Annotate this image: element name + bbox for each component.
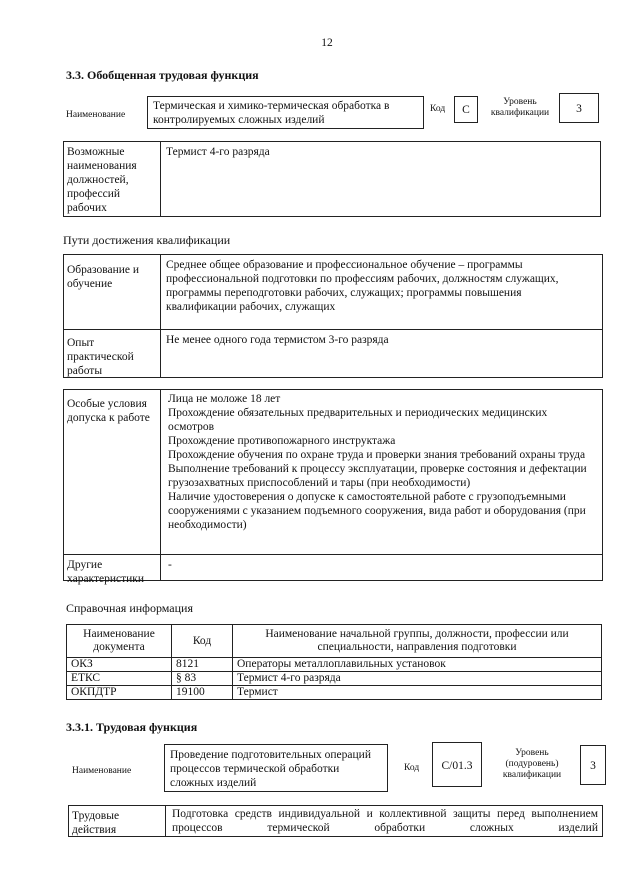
section-heading-3-3-1: 3.3.1. Трудовая функция: [66, 720, 198, 734]
positions-label: Возможные наименования должностей, профессий рабочих: [67, 146, 137, 214]
admission-item: Прохождение обучения по охране труда и проверки знания требований охраны труда: [168, 449, 586, 461]
cell-name: Термист 4-го разряда: [233, 672, 602, 686]
tf-name-label: Наименование: [72, 766, 132, 776]
admission-divider: [160, 389, 161, 581]
table-row: [67, 686, 602, 700]
experience-value: Не менее одного года термистом 3-го разряда: [166, 334, 389, 346]
paths-divider: [160, 254, 161, 378]
cell-code: 19100: [172, 686, 233, 700]
gf-level-label: Уровень квалификации: [490, 97, 550, 118]
paths-row-divider: [63, 329, 603, 330]
tf-level-value: 3: [580, 745, 606, 785]
table-row: [67, 658, 602, 672]
admission-item: Прохождение обязательных предварительных и периодических медицинских осмотров: [168, 407, 548, 433]
tf-code-label: Код: [404, 763, 420, 773]
admission-item: Лица не моложе 18 лет: [168, 393, 281, 405]
admission-item: Наличие удостоверения о допуске к самостоятельной работе с грузоподъемными сооружениями с указанием подъемного сооружения, вида работ и оборудования (при необходимости): [168, 491, 586, 531]
admission-item: Выполнение требований к процессу эксплуатации, проверке состояния и дефектации грузозахватных приспособлений и тары (при необходимости): [168, 463, 587, 489]
admission-label: Особые условия допуска к работе: [67, 398, 150, 424]
gf-name-label: Наименование: [66, 110, 126, 120]
education-value: Среднее общее образование и профессиональное обучение – программы профессиональной подготовки по профессиям рабочих, должностям служащих, программы переподготовки рабочих, служащих; программы повышения квалификации рабочих, служащих: [166, 259, 559, 313]
cell-name: Операторы металлоплавильных установок: [233, 658, 602, 672]
gf-name-value: Термическая и химико-термическая обработка в контролируемых сложных изделий: [147, 96, 424, 129]
admission-list: [168, 392, 596, 532]
reference-header-row: [67, 625, 602, 658]
positions-divider: [160, 141, 161, 217]
reference-table: [66, 624, 602, 700]
gf-level-value: 3: [559, 93, 599, 123]
page-number: 12: [321, 37, 333, 49]
col-doc-header: Наименование документа: [67, 625, 172, 658]
section-heading-3-3: 3.3. Обобщенная трудовая функция: [66, 68, 259, 82]
other-label: Другие характеристики: [67, 559, 145, 585]
tf-name-value: Проведение подготовительных операций процессов термической обработки сложных изделий: [164, 744, 388, 792]
cell-code: § 83: [172, 672, 233, 686]
other-value: -: [168, 559, 172, 571]
col-name-header: Наименование начальной группы, должности, профессии или специальности, направления подготовки: [233, 625, 602, 658]
cell-doc: ОКЗ: [67, 658, 172, 672]
positions-value: Термист 4-го разряда: [166, 146, 270, 158]
gf-code-label: Код: [430, 104, 446, 114]
cell-code: 8121: [172, 658, 233, 672]
cell-doc: ОКПДТР: [67, 686, 172, 700]
tf-level-label: Уровень (подуровень) квалификации: [502, 748, 562, 780]
admission-item: Прохождение противопожарного инструктажа: [168, 435, 396, 447]
actions-label: Трудовые действия: [72, 810, 120, 836]
actions-value: Подготовка средств индивидуальной и коллективной защиты перед выполнением процессов термической обработки сложных изделий: [172, 808, 598, 834]
table-row: [67, 672, 602, 686]
cell-doc: ЕТКС: [67, 672, 172, 686]
reference-heading: Справочная информация: [66, 601, 193, 615]
cell-name: Термист: [233, 686, 602, 700]
actions-divider: [165, 805, 166, 837]
admission-row-divider: [63, 554, 603, 555]
paths-heading: Пути достижения квалификации: [63, 233, 231, 247]
gf-code-value: C: [454, 96, 478, 123]
tf-code-value: C/01.3: [432, 742, 482, 787]
experience-label: Опыт практической работы: [67, 337, 134, 377]
col-code-header: Код: [172, 625, 233, 658]
education-label: Образование и обучение: [67, 264, 140, 290]
